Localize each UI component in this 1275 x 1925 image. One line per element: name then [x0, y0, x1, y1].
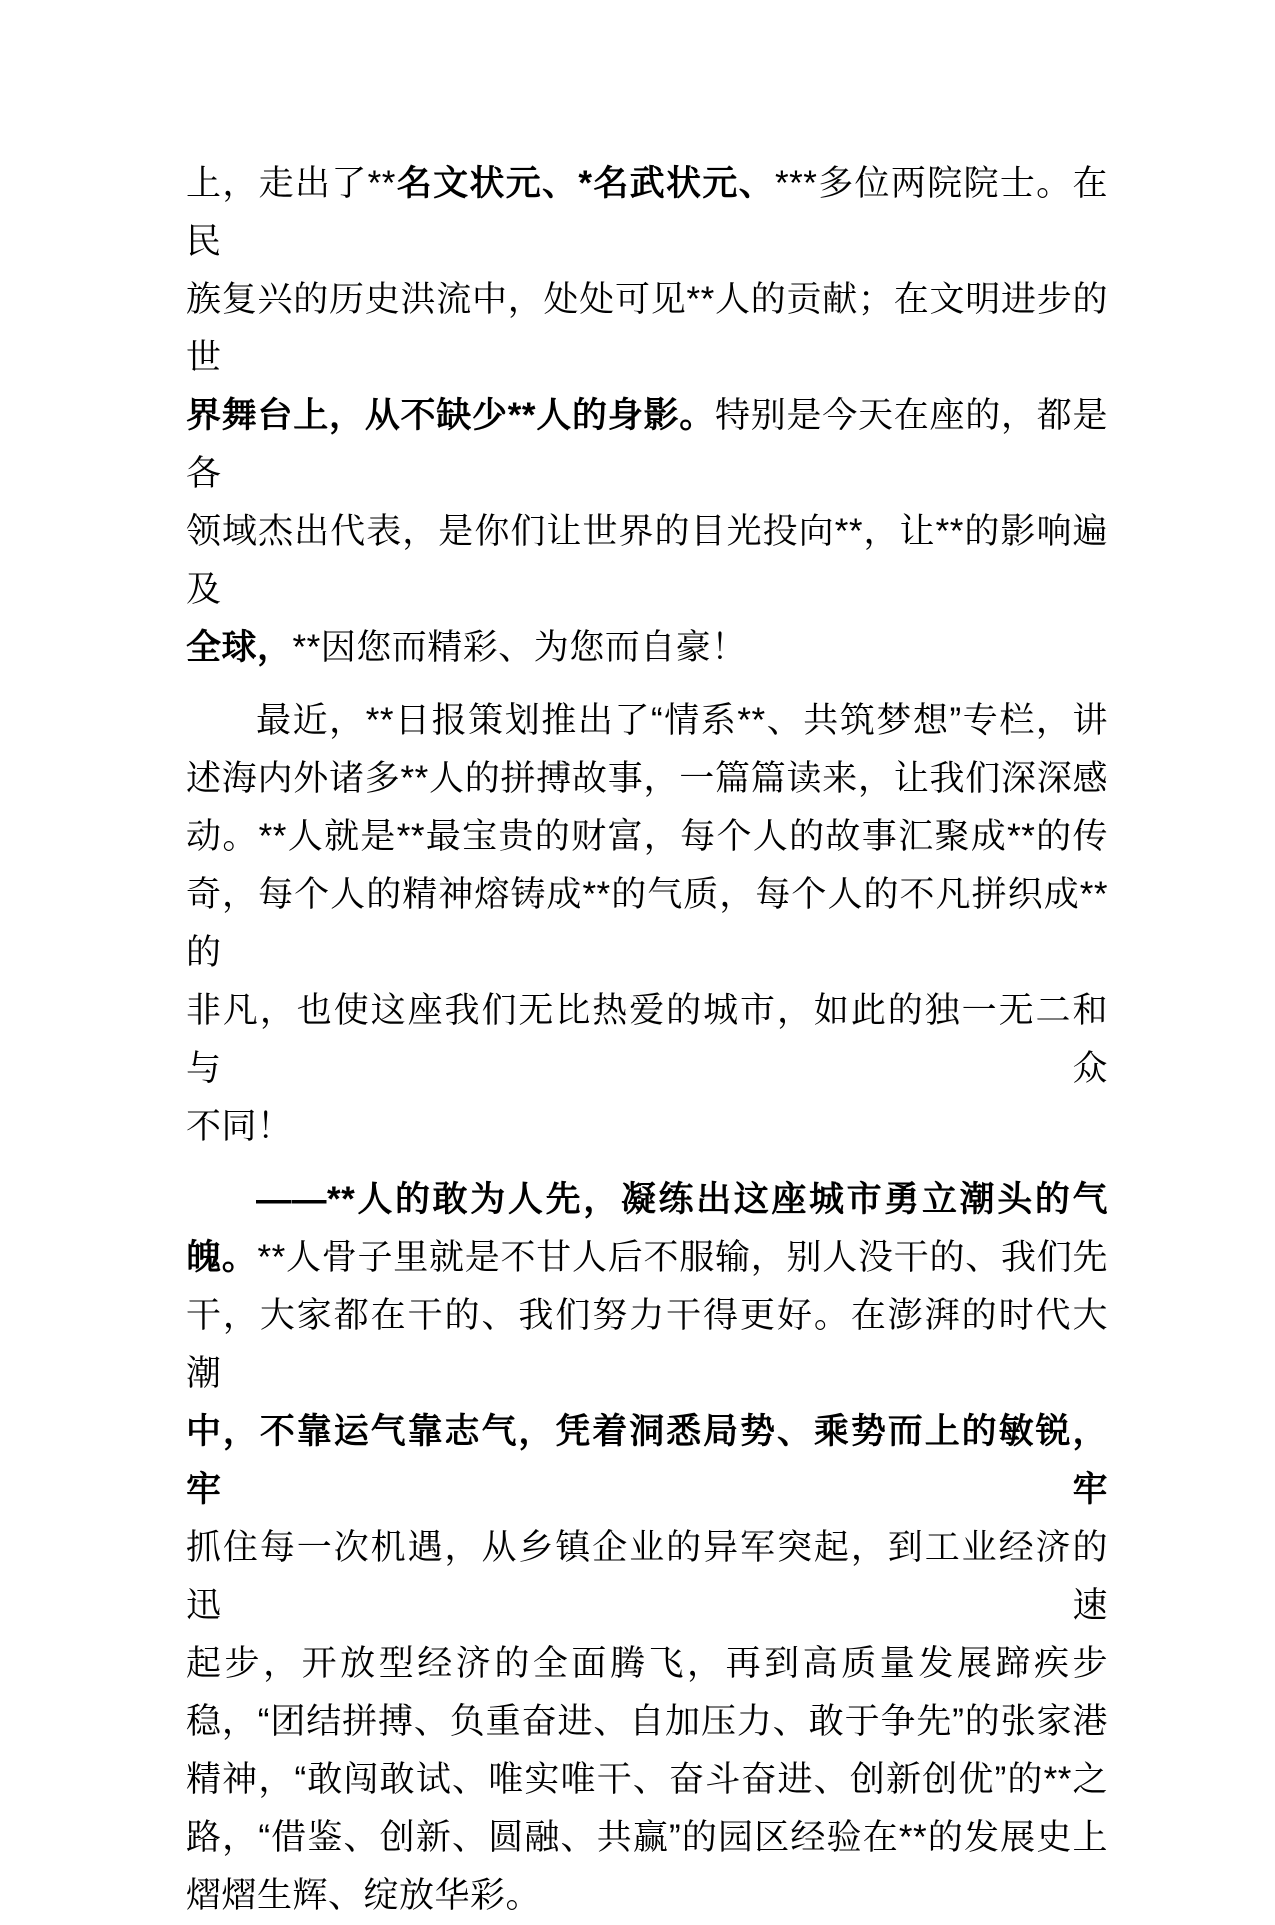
- text-line: [186, 692, 1108, 750]
- text-line: [186, 1229, 1108, 1287]
- text-line: [186, 1751, 1108, 1809]
- text-run: 精神，“敢闯敢试、唯实唯干、奋斗奋进、创新创优”的**之: [186, 1760, 1108, 1799]
- text-line: [186, 1403, 1108, 1519]
- text-run: 动。**人就是**最宝贵的财富，每个人的故事汇聚成**的传: [186, 817, 1108, 856]
- text-run: 熠熠生辉、绽放华彩。: [186, 1876, 542, 1915]
- text-run: 述海内外诸多**人的拼搏故事，一篇篇读来，让我们深深感: [186, 759, 1108, 798]
- text-line: [186, 866, 1108, 982]
- text-line: [186, 155, 1108, 271]
- text-line: [186, 1519, 1108, 1635]
- text-line: [186, 1693, 1108, 1751]
- text-run: 领域杰出代表，是你们让世界的目光投向**，让**的影响遍及: [186, 512, 1108, 609]
- text-run: 族复兴的历史洪流中，处处可见**人的贡献；在文明进步的世: [186, 280, 1108, 377]
- text-run: **因您而精彩、为您而自豪！: [292, 628, 747, 667]
- text-run: 稳，“团结拼搏、负重奋进、自加压力、敢于争先”的张家港: [186, 1702, 1108, 1741]
- paragraph-2: [186, 692, 1108, 1156]
- bold-text-run: 中，不靠运气靠志气，凭着洞悉局势、乘势而上的敏锐，牢牢: [186, 1412, 1108, 1509]
- text-line: [186, 1867, 1108, 1925]
- text-run: ***多位两院院士。在民: [186, 164, 1109, 261]
- text-run: 路，“借鉴、创新、圆融、共赢”的园区经验在**的发展史上: [186, 1818, 1108, 1857]
- text-run: 非凡，也使这座我们无比热爱的城市，如此的独一无二和与众: [186, 991, 1108, 1088]
- text-run: 奇，每个人的精神熔铸成**的气质，每个人的不凡拼织成**的: [186, 875, 1108, 972]
- text-run: 不同！: [186, 1107, 293, 1146]
- bold-text-run: 名文状元、*名武状元、: [395, 164, 775, 203]
- text-line: [186, 271, 1108, 387]
- bold-text-run: ——**人的敢为人先，凝练出这座城市勇立潮头的气: [256, 1180, 1108, 1219]
- text-line: [186, 1171, 1108, 1229]
- text-line: [186, 808, 1108, 866]
- text-line: [186, 1287, 1108, 1403]
- text-run: 上，走出了**: [186, 164, 396, 203]
- text-line: [186, 387, 1108, 503]
- text-run: **人骨子里就是不甘人后不服输，别人没干的、我们先: [257, 1238, 1108, 1277]
- document-body: [186, 155, 1108, 1925]
- text-line: [186, 982, 1108, 1098]
- paragraph-1: [186, 155, 1108, 677]
- text-run: 起步，开放型经济的全面腾飞，再到高质量发展蹄疾步: [186, 1644, 1108, 1683]
- text-run: 特别是今天在座的，都是各: [186, 396, 1108, 493]
- text-line: [186, 1635, 1108, 1693]
- paragraph-3: [186, 1171, 1108, 1925]
- text-line: [186, 1809, 1108, 1867]
- text-line: [186, 750, 1108, 808]
- text-run: 干，大家都在干的、我们努力干得更好。在澎湃的时代大潮: [186, 1296, 1108, 1393]
- text-line: [186, 619, 1108, 677]
- bold-text-run: 界舞台上，从不缺少**人的身影。: [186, 396, 715, 435]
- text-run: 抓住每一次机遇，从乡镇企业的异军突起，到工业经济的迅速: [186, 1528, 1108, 1625]
- text-line: [186, 1098, 1108, 1156]
- bold-text-run: 全球，: [186, 628, 293, 667]
- text-line: [186, 503, 1108, 619]
- bold-text-run: 魄。: [186, 1238, 258, 1277]
- text-run: 最近，**日报策划推出了“情系**、共筑梦想”专栏，讲: [256, 701, 1108, 740]
